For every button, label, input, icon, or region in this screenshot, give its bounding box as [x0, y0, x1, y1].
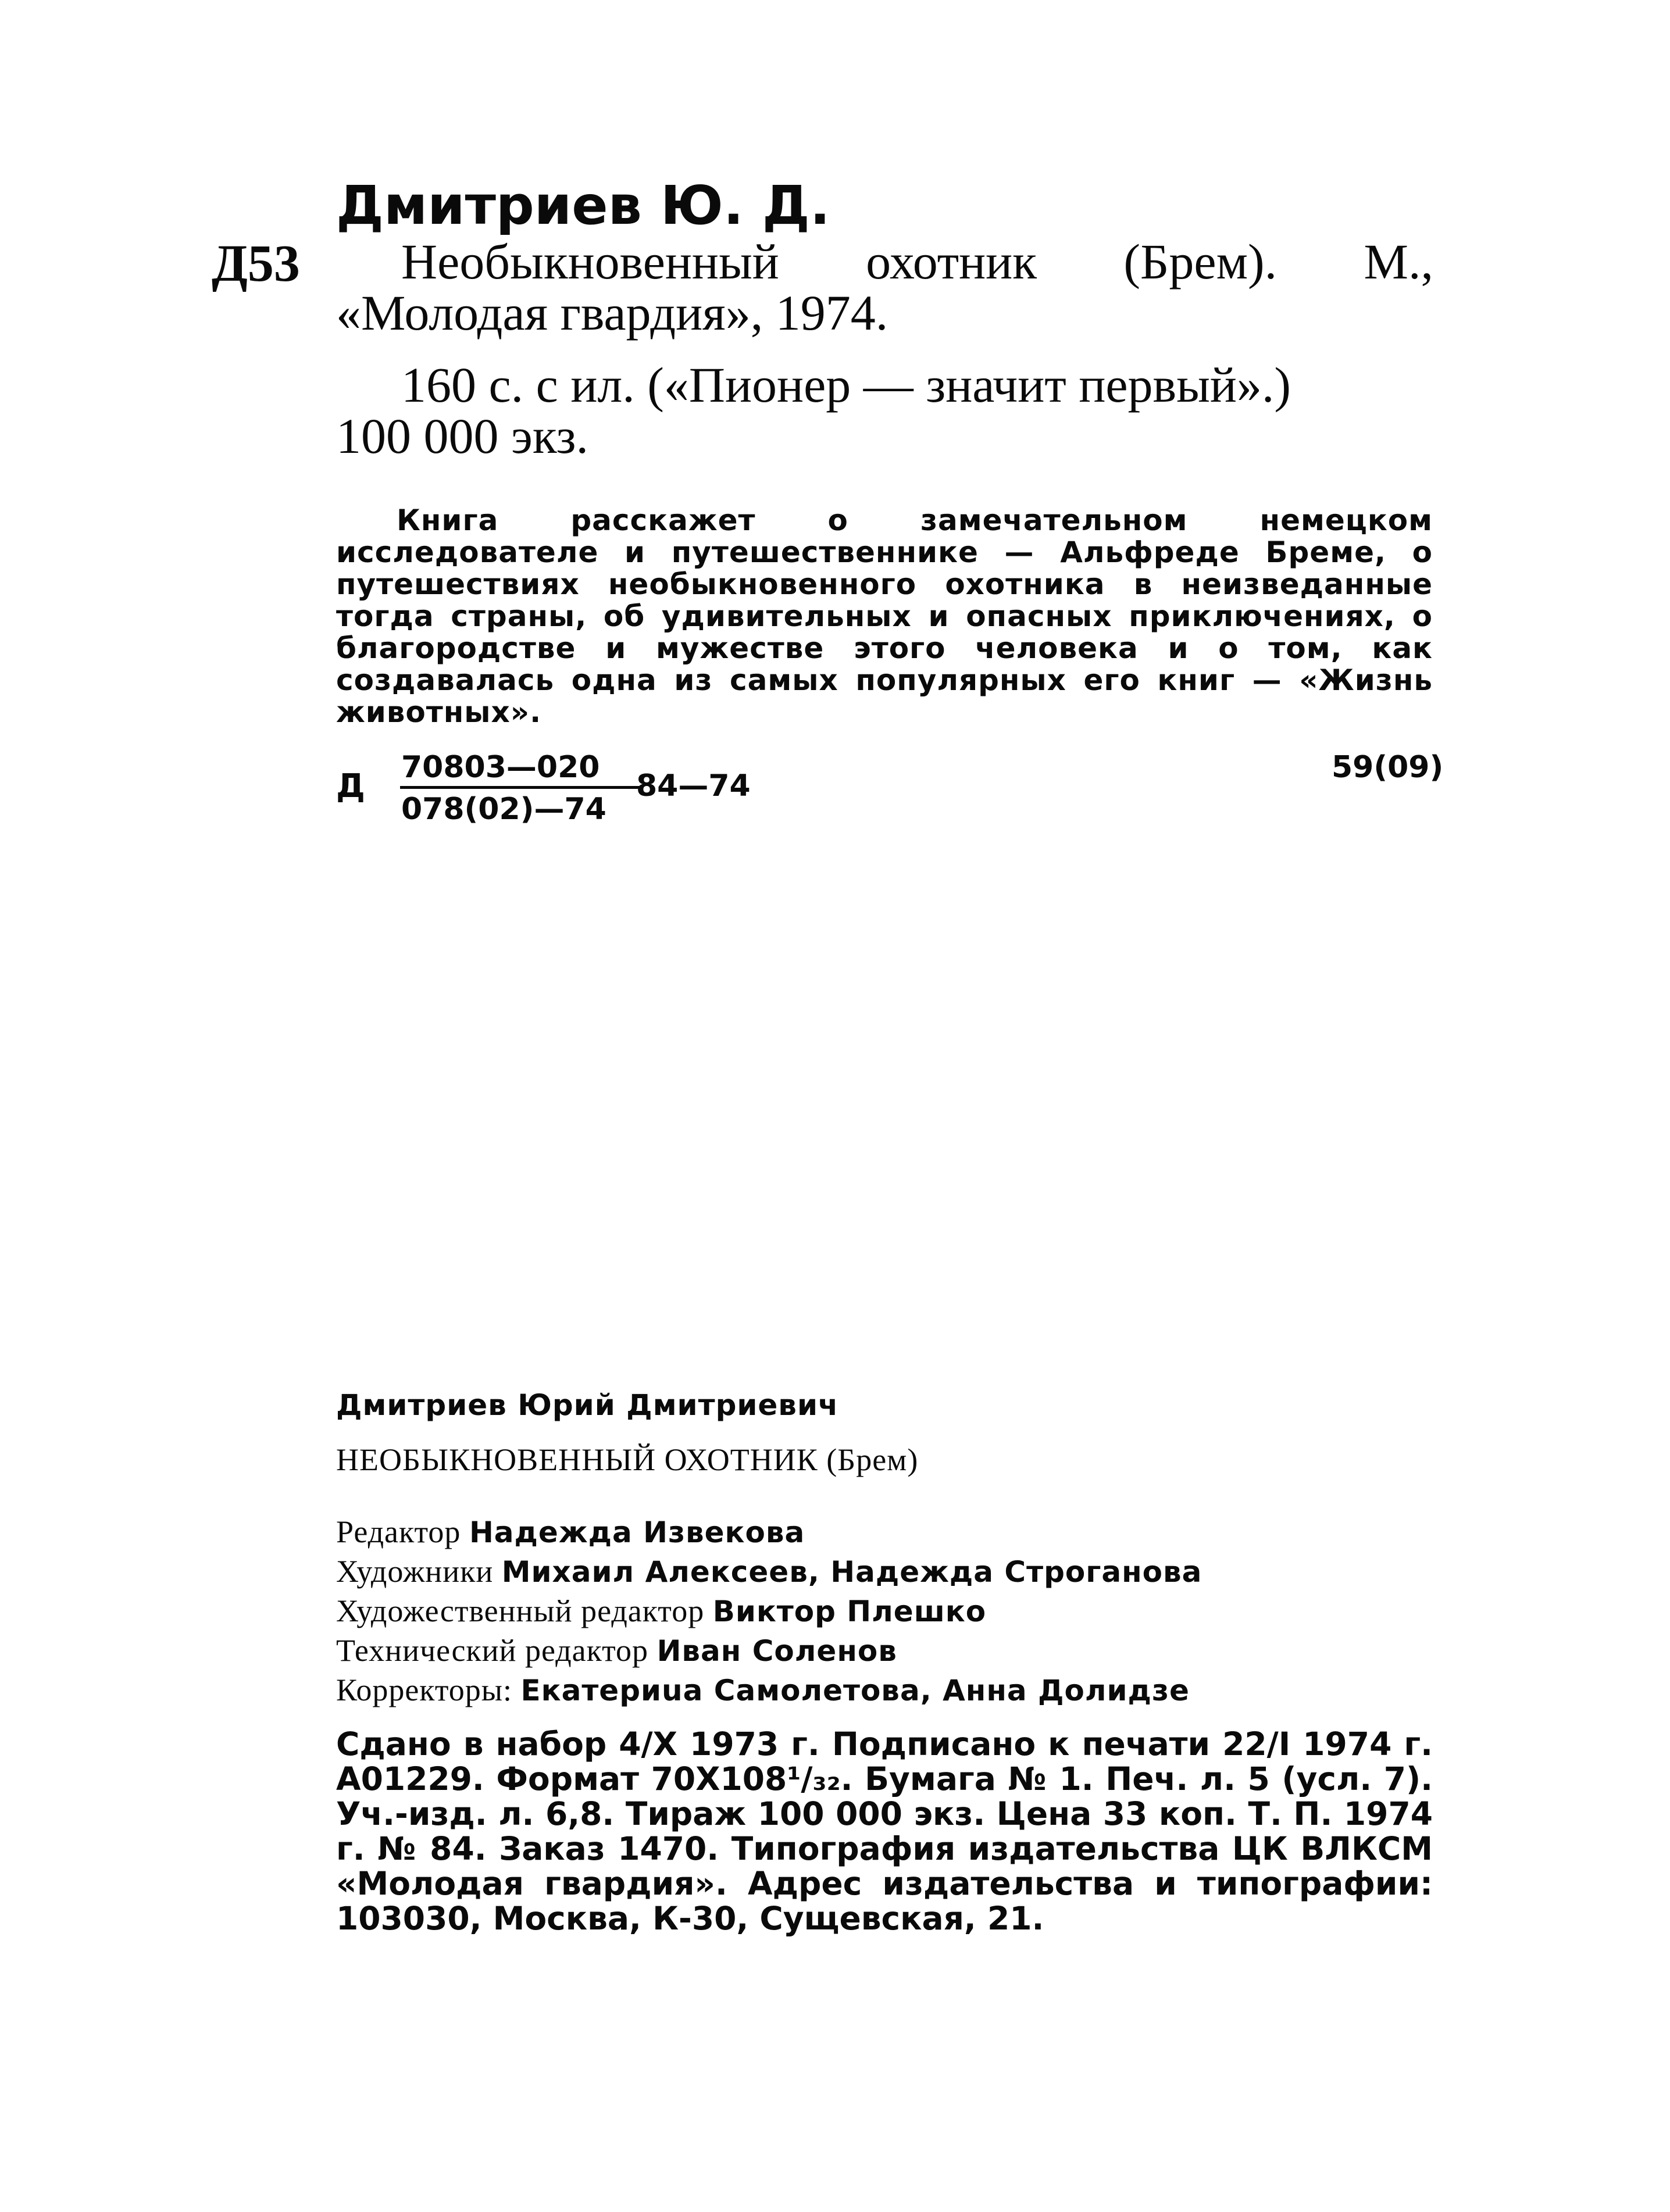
- credit-proofreaders: [336, 1672, 1190, 1708]
- credit-role: Технический редактор: [336, 1633, 649, 1668]
- fraction-tail: 84—74: [636, 769, 751, 803]
- call-number: Д53: [212, 235, 300, 292]
- printing-details: Сдано в набор 4/X 1973 г. Подписано к печати 22/I 1974 г. А01229. Формат 70Х108¹/₃₂. Бумага № 1. Печ. л. 5 (усл. 7). Уч.-изд. л. 6,8. Тираж 100 000 экз. Цена 33 коп. Т. П. 1974 г. № 84. Заказ 1470. Типография издательства ЦК ВЛКСМ «Молодая гвардия». Адрес издательства и типографии: 103030, Москва, К-30, Сущевская, 21.: [336, 1725, 1433, 1937]
- title-word: (Брем).: [1123, 234, 1278, 290]
- title-word: М.,: [1364, 234, 1433, 290]
- print-run: 100 000 экз.: [336, 408, 589, 464]
- credit-names: Екатериua Самолетова, Анна Долидзе: [520, 1674, 1190, 1707]
- imprint-author: Дмитриев Юрий Дмитриевич: [336, 1388, 839, 1422]
- author-heading: Дмитриев Ю. Д.: [336, 174, 830, 237]
- title-line-2: «Молодая гвардия», 1974.: [336, 285, 888, 341]
- fraction-numerator: 70803—020: [401, 750, 600, 785]
- credit-tech-editor: [336, 1632, 897, 1668]
- title-word: Необыкновенный: [401, 234, 779, 290]
- imprint-title: НЕОБЫКНОВЕННЫЙ ОХОТНИК (Брем): [336, 1442, 919, 1477]
- credit-role: Редактор: [336, 1514, 461, 1549]
- credit-artists: [336, 1553, 1202, 1589]
- fraction-denominator: 078(02)—74: [401, 792, 606, 827]
- credit-names: Иван Соленов: [656, 1634, 897, 1668]
- title-line-1: [401, 233, 1433, 291]
- credit-editor: [336, 1514, 805, 1550]
- credit-names: Надежда Извекова: [469, 1516, 805, 1549]
- credit-role: Корректоры:: [336, 1673, 512, 1707]
- title-word: охотник: [866, 234, 1037, 290]
- annotation: Книга расскажет о замечательном немецком исследователе и путешественнике — Альфреде Бреме, о путешествиях необыкновенного охотника в неизведанные тогда страны, об удивительных и опасных приключениях, о благородстве и мужестве этого человека и о том, как создавалась одна из самых популярных его книг — «Жизнь животных».: [336, 503, 1433, 729]
- physical-description: 160 с. с ил. («Пионер — значит первый».): [401, 357, 1291, 413]
- credit-role: Художники: [336, 1554, 494, 1589]
- credit-art-editor: [336, 1593, 986, 1629]
- bbk-letter: Д: [336, 767, 365, 805]
- fraction-line: [400, 786, 640, 789]
- udk-index: 59(09): [1332, 750, 1444, 785]
- credit-names: Виктор Плешко: [712, 1595, 987, 1628]
- credit-names: Михаил Алексеев, Надежда Строганова: [501, 1555, 1202, 1589]
- credit-role: Художественный редактор: [336, 1593, 705, 1628]
